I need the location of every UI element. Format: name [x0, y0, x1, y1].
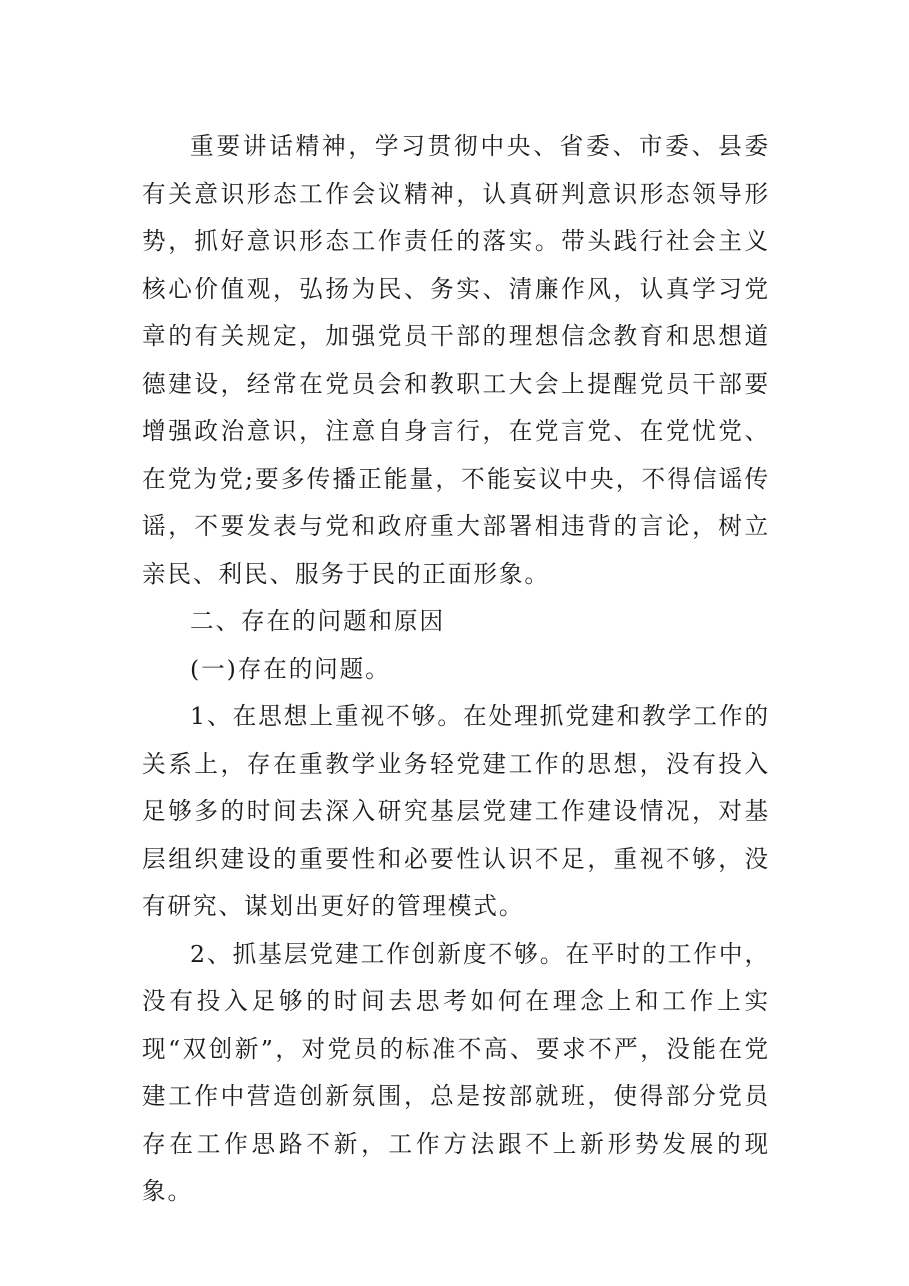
paragraph-ideology-work: 重要讲话精神，学习贯彻中央、省委、市委、县委有关意识形态工作会议精神，认真研判意识形态领导形势，抓好意识形态工作责任的落实。带头践行社会主义核心价值观，弘扬为民、务实、清廉作风，认真学习党章的有关规定，加强党员干部的理想信念教育和思想道德建设，经常在党员会和教职工大会上提醒党员干部要增强政治意识，注意自身言行，在党言党、在党忧党、在党为党;要多传播正能量，不能妄议中央，不得信谣传谣，不要发表与党和政府重大部署相违背的言论，树立亲民、利民、服务于民的正面形象。	[142, 132, 770, 588]
section-heading-problems-and-causes: 二、存在的问题和原因	[190, 607, 445, 635]
subsection-heading-existing-problems: (一)存在的问题。	[190, 654, 391, 683]
document-page	[142, 123, 770, 1216]
paragraph-problem-1: 1、在思想上重视不够。在处理抓党建和教学工作的关系上，存在重教学业务轻党建工作的思想，没有投入足够多的时间去深入研究基层党建工作建设情况，对基层组织建设的重要性和必要性认识不足，重视不够，没有研究、谋划出更好的管理模式。	[142, 702, 770, 920]
paragraph-problem-2: 2、抓基层党建工作创新度不够。在平时的工作中，没有投入足够的时间去思考如何在理念上和工作上实现“双创新”，对党员的标准不高、要求不严，没能在党建工作中营造创新氛围，总是按部就班，使得部分党员存在工作思路不新，工作方法跟不上新形势发展的现象。	[142, 939, 770, 1205]
